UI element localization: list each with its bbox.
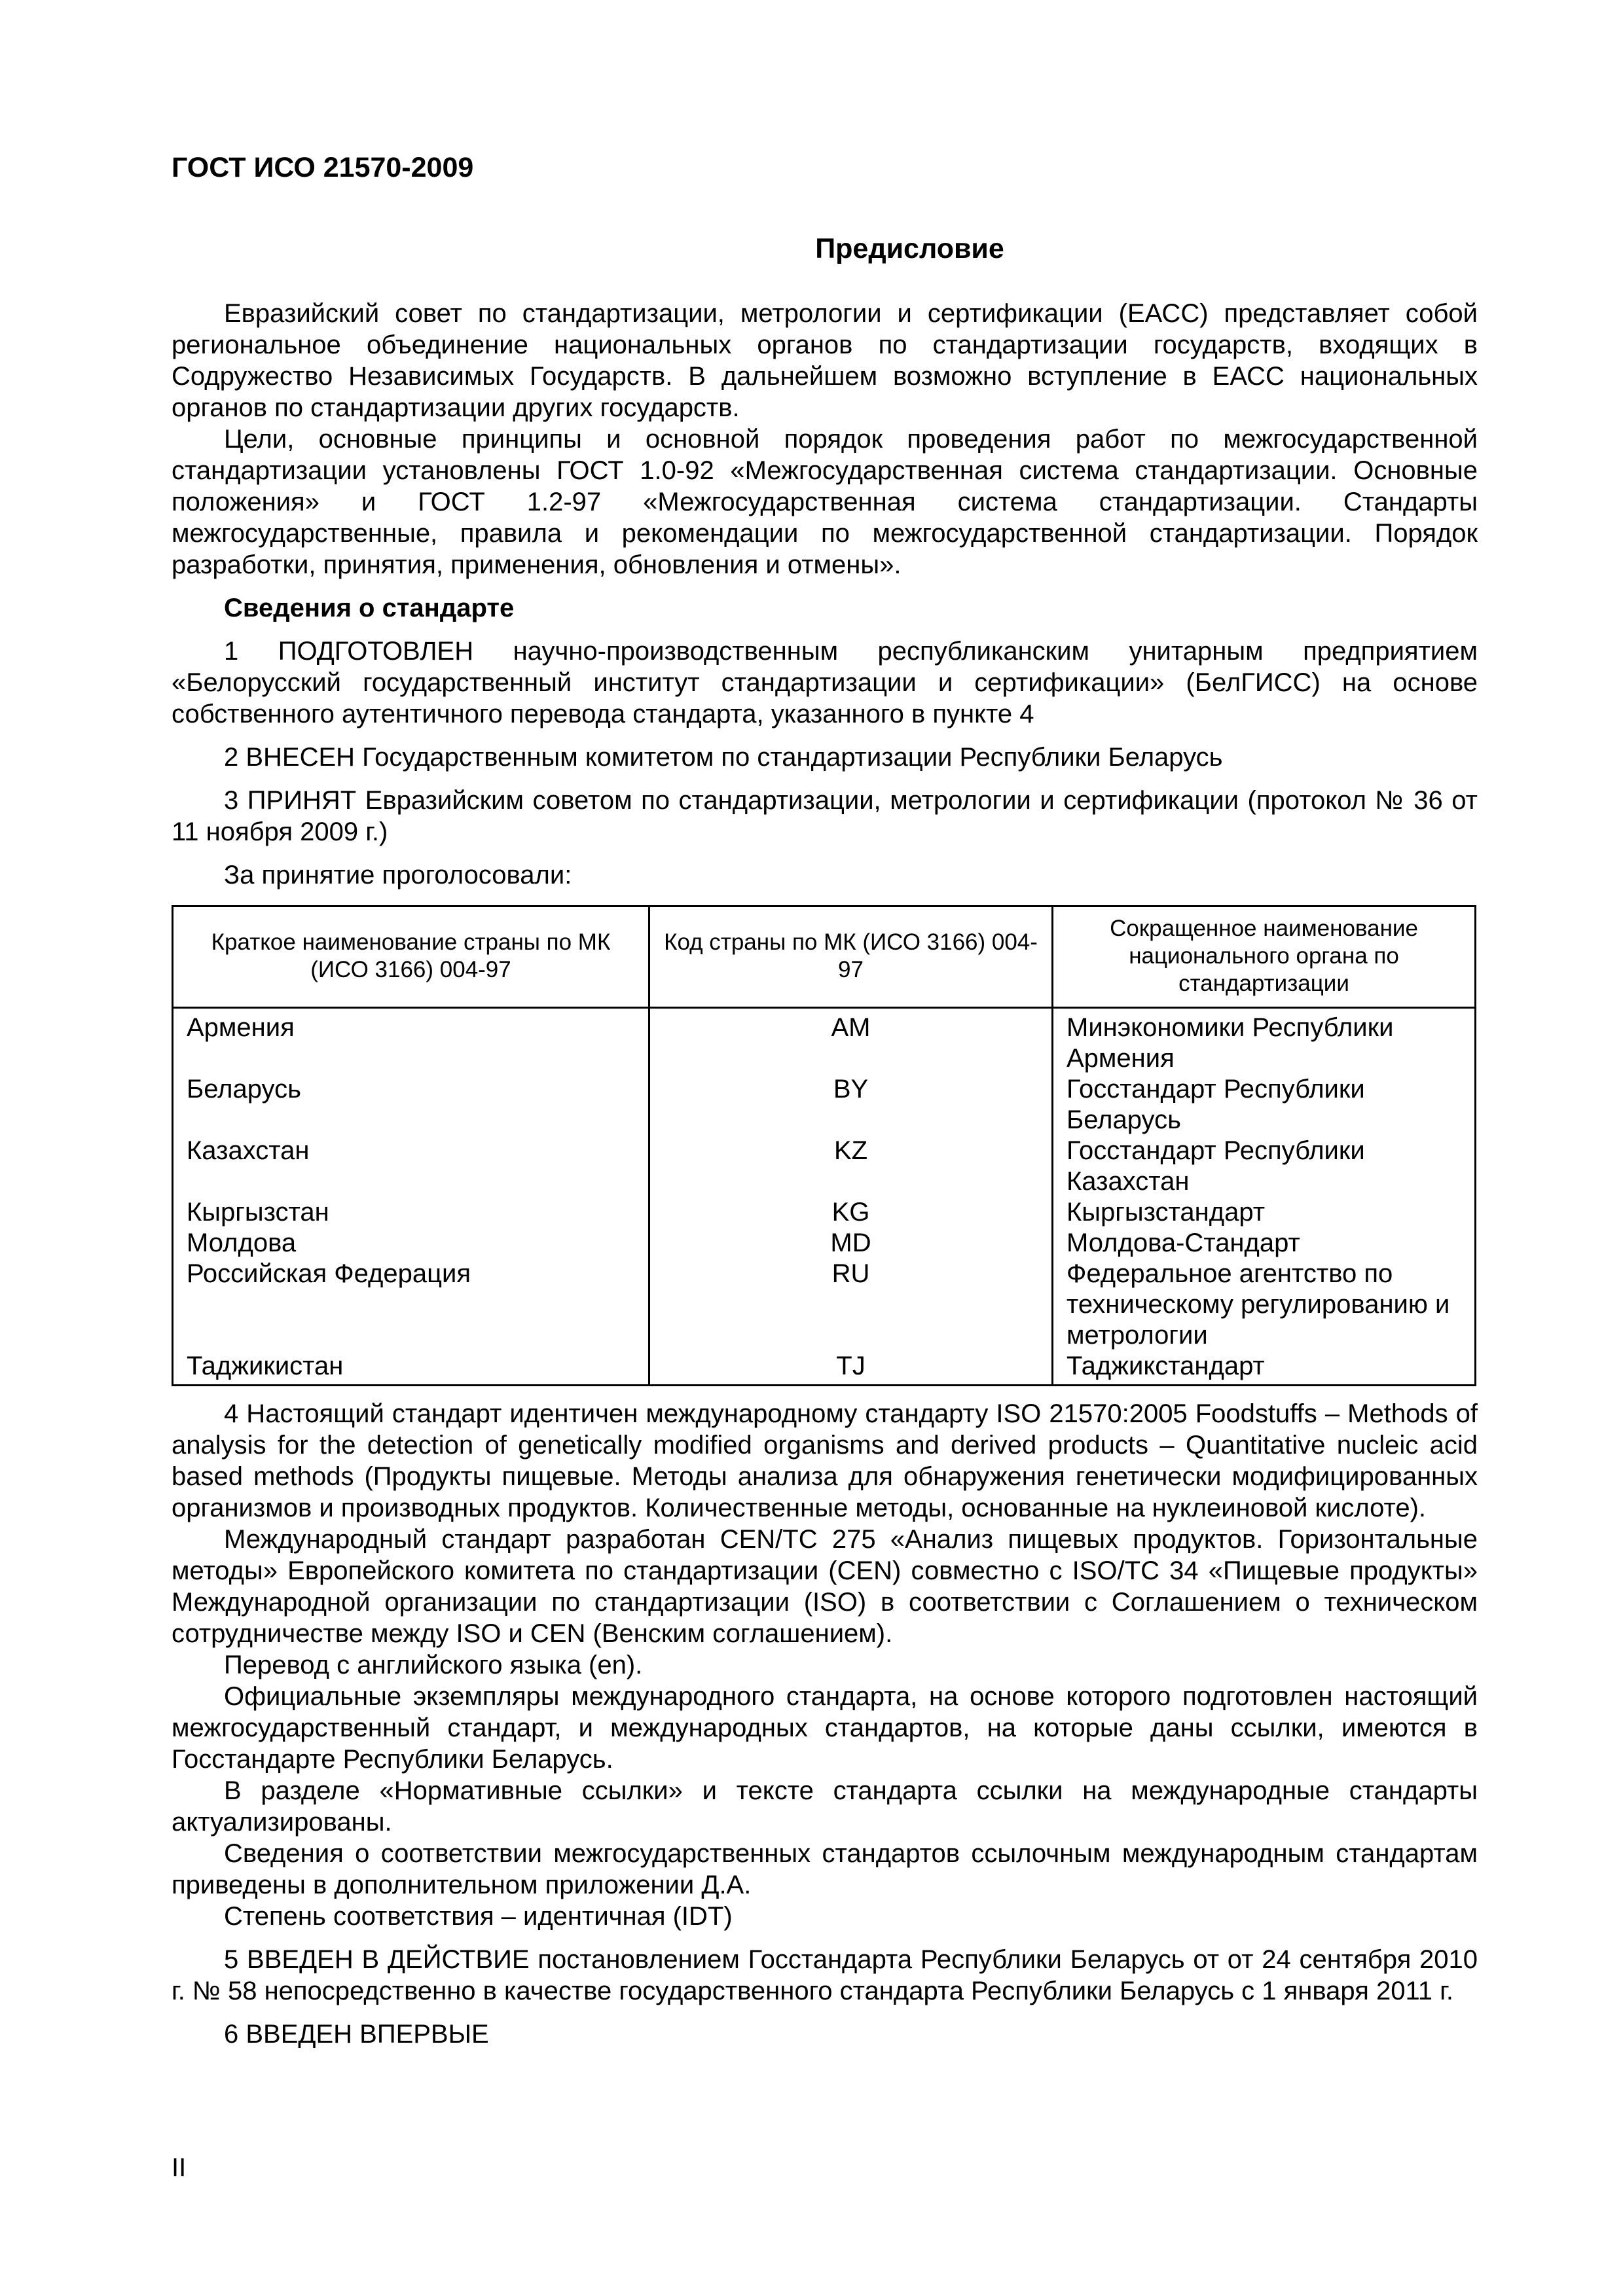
item4-paragraph: Сведения о соответствии межгосударственных стандартов ссылочным международным стандартам приведены в дополнительном приложении Д.А. — [172, 1839, 1478, 1899]
body-cell: Кыргызстандарт — [1053, 1197, 1476, 1228]
body-cell: Молдова-Стандарт — [1053, 1228, 1476, 1259]
item-first-introduced: 6 ВВЕДЕН ВПЕРВЫЕ — [224, 2020, 489, 2049]
country-cell: Казахстан — [173, 1136, 649, 1197]
column-header: Краткое наименование страны по МК (ИСО 3166) 004-97 — [173, 906, 649, 1008]
body-cell: Минэкономики Республики Армения — [1053, 1008, 1476, 1075]
table-row — [173, 1228, 1476, 1259]
table-row — [173, 1074, 1476, 1136]
page-title: Предисловие — [815, 233, 1004, 264]
item-introduced: 2 ВНЕСЕН Государственным комитетом по стандартизации Республики Беларусь — [224, 743, 1223, 772]
table-row — [173, 1259, 1476, 1351]
foreword-body — [172, 298, 1478, 2050]
page-number: II — [172, 2153, 187, 2182]
table-row — [173, 1197, 1476, 1228]
code-cell: TJ — [649, 1351, 1053, 1386]
code-cell: AM — [649, 1008, 1053, 1075]
code-cell: RU — [649, 1259, 1053, 1351]
code-cell: KZ — [649, 1136, 1053, 1197]
column-header: Сокращенное наименование национального органа по стандартизации — [1053, 906, 1476, 1008]
code-cell: MD — [649, 1228, 1053, 1259]
intro-paragraph: Цели, основные принципы и основной порядок проведения работ по межгосударственной стандартизации установлены ГОСТ 1.0-92 «Межгосударственная система стандартизации. Основные положения» и ГОСТ 1.2-97 «Межгосударственная система стандартизации. Стандарты межгосударственные, правила и рекомендации по межгосударственной стандартизации. Порядок разработки, принятия, применения, обновления и отмены». — [172, 425, 1478, 579]
intro-paragraph: Евразийский совет по стандартизации, метрологии и сертификации (ЕАСС) представляет собой региональное объединение национальных органов по стандартизации государств, входящих в Содружество Независимых Государств. В дальнейшем возможно вступление в ЕАСС национальных органов по стандартизации других государств. — [172, 299, 1478, 422]
item4-paragraph: Перевод с английского языка (en). — [224, 1651, 643, 1679]
country-cell: Таджикистан — [173, 1351, 649, 1386]
body-cell: Госстандарт Республики Беларусь — [1053, 1074, 1476, 1136]
voted-label: За принятие проголосовали: — [224, 861, 572, 889]
item4-paragraph: Международный стандарт разработан CEN/TC 275 «Анализ пищевых продуктов. Горизонтальные методы» Европейского комитета по стандартизации (CEN) совместно с ISO/TC 34 «Пищевые продукты» Международной организации по стандартизации (ISO) в соответствии с Соглашением о техническом сотрудничестве между ISO и CEN (Венским соглашением). — [172, 1525, 1478, 1648]
item4-paragraph: Степень соответствия – идентичная (IDT) — [224, 1902, 733, 1931]
country-cell: Беларусь — [173, 1074, 649, 1136]
document-code: ГОСТ ИСО 21570-2009 — [172, 152, 474, 183]
table-header-row — [173, 906, 1476, 1008]
body-cell: Федеральное агентство по техническому регулированию и метрологии — [1053, 1259, 1476, 1351]
country-cell: Кыргызстан — [173, 1197, 649, 1228]
section-heading: Сведения о стандарте — [224, 594, 515, 622]
item-adopted: 3 ПРИНЯТ Евразийским советом по стандартизации, метрологии и сертификации (протокол № 36 от 11 ноября 2009 г.) — [172, 786, 1478, 846]
item-identical-standard: 4 Настоящий стандарт идентичен международному стандарту ISO 21570:2005 Foodstuffs – Methods of analysis for the detection of genetically modified organisms and derived products – Quantitative nucleic acid based methods (Продукты пищевые. Методы анализа для обнаружения генетически модифицированных организмов и производных продуктов. Количественные методы, основанные на нуклеиновой кислоте). — [172, 1399, 1478, 1522]
table-row — [173, 1008, 1476, 1075]
code-cell: KG — [649, 1197, 1053, 1228]
body-cell: Госстандарт Республики Казахстан — [1053, 1136, 1476, 1197]
country-cell: Российская Федерация — [173, 1259, 649, 1351]
table-row — [173, 1351, 1476, 1386]
code-cell: BY — [649, 1074, 1053, 1136]
item-prepared: 1 ПОДГОТОВЛЕН научно-производственным республиканским унитарным предприятием «Белорусский государственный институт стандартизации и сертификации» (БелГИСС) на основе собственного аутентичного перевода стандарта, указанного в пункте 4 — [172, 637, 1478, 728]
voting-table — [172, 905, 1476, 1386]
table-row — [173, 1136, 1476, 1197]
item4-paragraph: Официальные экземпляры международного стандарта, на основе которого подготовлен настоящий межгосударственный стандарт, и международных стандартов, на которые даны ссылки, имеются в Госстандарте Республики Беларусь. — [172, 1682, 1478, 1774]
column-header: Код страны по МК (ИСО 3166) 004-97 — [649, 906, 1053, 1008]
item-enforced: 5 ВВЕДЕН В ДЕЙСТВИЕ постановлением Госстандарта Республики Беларусь от от 24 сентября 2010 г. № 58 непосредственно в качестве государственного стандарта Республики Беларусь с 1 января 2011 г. — [172, 1945, 1478, 2005]
country-cell: Армения — [173, 1008, 649, 1075]
item4-paragraph: В разделе «Нормативные ссылки» и тексте стандарта ссылки на международные стандарты актуализированы. — [172, 1776, 1478, 1837]
body-cell: Таджикстандарт — [1053, 1351, 1476, 1386]
country-cell: Молдова — [173, 1228, 649, 1259]
